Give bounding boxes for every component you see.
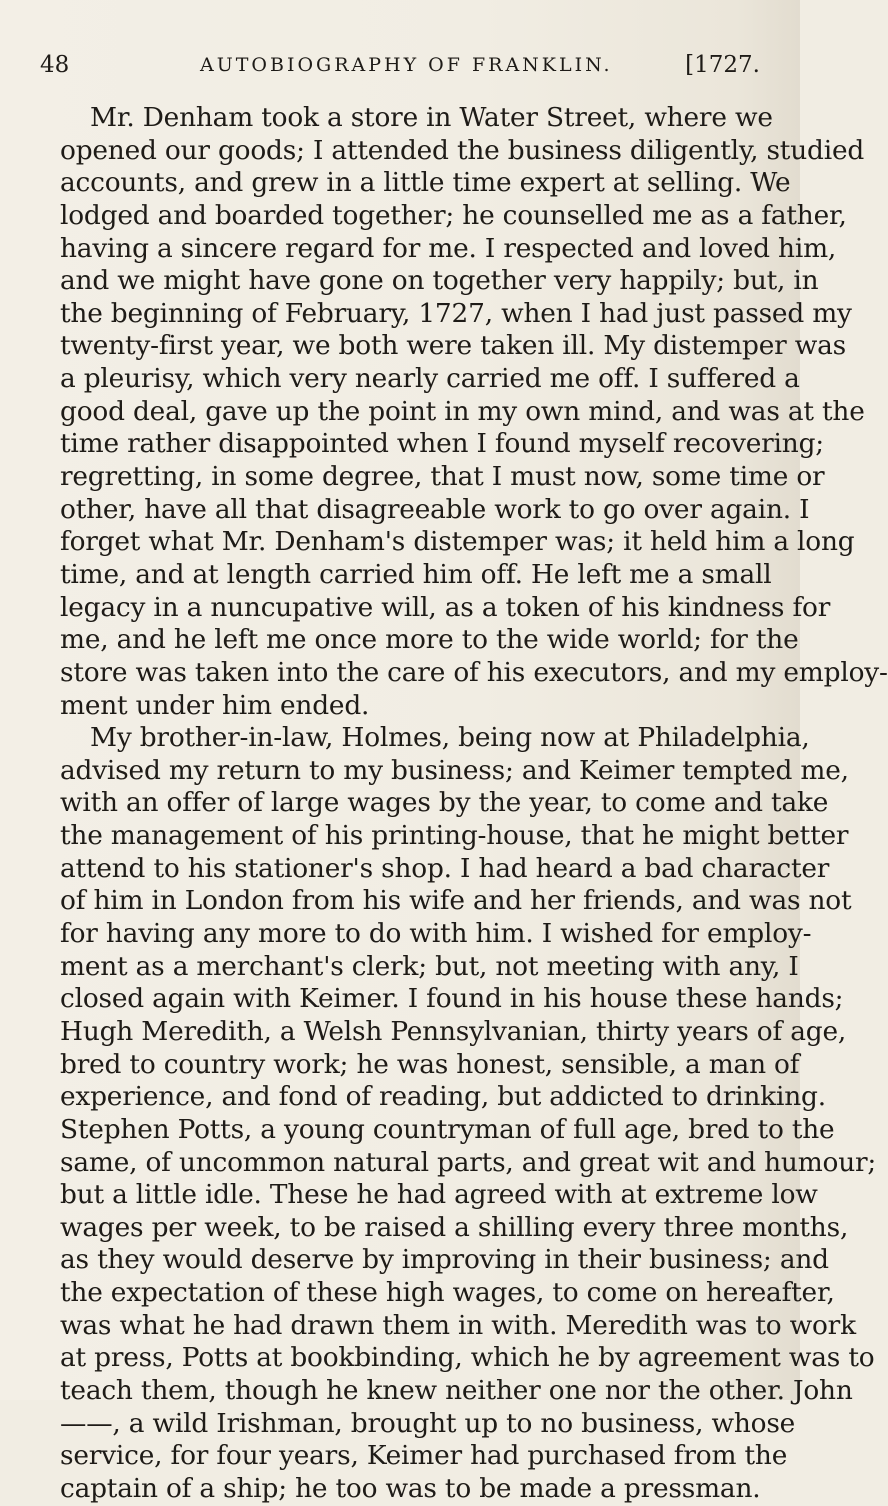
text-line: with an offer of large wages by the year, to come and take [60,787,829,819]
text-line: attend to his stationer's shop. I had heard a bad character [60,852,830,884]
text-line: service, for four years, Keimer had purchased from the [60,1440,788,1472]
text-line: forget what Mr. Denham's distemper was; it held him a long [60,526,855,558]
text-line: lodged and boarded together; he counselled me as a father, [60,199,847,231]
text-line: captain of a ship; he too was to be made a pressman. [60,1472,761,1504]
text-line: regretting, in some degree, that I must now, some time or [60,461,825,493]
text-line: Mr. Denham took a store in Water Street, where we [90,102,773,133]
text-line: experience, and fond of reading, but addicted to drinking. [60,1081,826,1113]
running-title: AUTOBIOGRAPHY OF FRANKLIN. [200,54,613,76]
text-line: Stephen Potts, a young countryman of full age, bred to the [60,1113,835,1145]
text-line: for having any more to do with him. I wished for employ- [60,918,812,950]
text-line: the management of his printing-house, that he might better [60,820,849,852]
text-line: having a sincere regard for me. I respected and loved him, [60,232,837,264]
body-text [60,102,888,1506]
text-line: as they would deserve by improving in their business; and [60,1244,829,1276]
text-line: at press, Potts at bookbinding, which he by agreement was to [60,1342,875,1374]
text-line: opened our goods; I attended the business diligently, studied [60,134,865,166]
text-line: ——, a wild Irishman, brought up to no business, whose [60,1407,796,1439]
text-line: store was taken into the care of his executors, and my employ- [60,656,888,688]
text-line: me, and he left me once more to the wide world; for the [60,624,799,656]
text-line: the expectation of these high wages, to come on hereafter, [60,1277,835,1309]
text-line: ment under him ended. [60,689,370,721]
text-line: of him in London from his wife and her friends, and was not [60,885,852,917]
text-line: other, have all that disagreeable work to go over again. I [60,493,810,525]
text-line: advised my return to my business; and Keimer tempted me, [60,754,849,786]
text-line: was what he had drawn them in with. Meredith was to work [60,1309,856,1341]
running-head [40,44,760,84]
text-line: legacy in a nuncupative will, as a token of his kindness for [60,591,831,623]
text-line: time rather disappointed when I found myself recovering; [60,428,824,460]
text-line: closed again with Keimer. I found in his house these hands; [60,983,844,1015]
text-line: teach them, though he knew neither one nor the other. John [60,1374,853,1406]
text-line: and we might have gone on together very happily; but, in [60,265,819,297]
text-line: a pleurisy, which very nearly carried me off. I suffered a [60,363,800,395]
text-line: ment as a merchant's clerk; but, not meeting with any, I [60,950,799,982]
text-line: the beginning of February, 1727, when I had just passed my [60,297,852,329]
running-year: [1727. [685,52,760,78]
text-line: bred to country work; he was honest, sensible, a man of [60,1048,800,1080]
text-line: wages per week, to be raised a shilling every three months, [60,1211,849,1243]
text-line: but a little idle. These he had agreed with at extreme low [60,1179,818,1211]
text-line: same, of uncommon natural parts, and great wit and humour; [60,1146,877,1178]
page-number: 48 [40,52,70,78]
text-line: accounts, and grew in a little time expert at selling. We [60,167,791,199]
text-line: My brother-in-law, Holmes, being now at Philadelphia, [90,722,810,754]
text-line: time, and at length carried him off. He left me a small [60,558,772,590]
text-line: good deal, gave up the point in my own mind, and was at the [60,395,865,427]
text-line: Hugh Meredith, a Welsh Pennsylvanian, thirty years of age, [60,1015,847,1047]
text-line: twenty-first year, we both were taken ill. My distemper was [60,330,847,362]
